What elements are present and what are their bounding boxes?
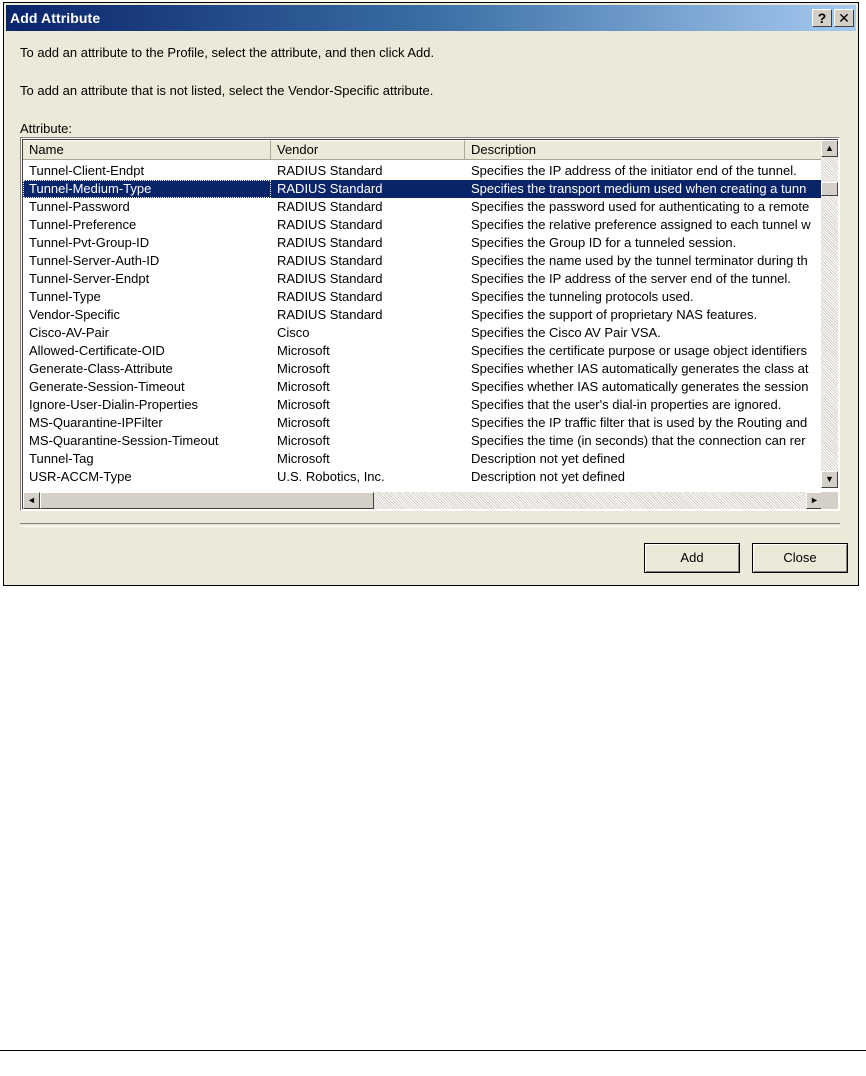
add-button[interactable] <box>644 543 740 573</box>
cell-description: Specifies the Group ID for a tunneled session. <box>471 235 737 250</box>
title-bar[interactable] <box>6 5 856 31</box>
cell-vendor: RADIUS Standard <box>277 271 383 286</box>
cell-description: Specifies that the user's dial-in properties are ignored. <box>471 397 782 412</box>
cell-description: Specifies the time (in seconds) that the connection can rer <box>471 433 806 448</box>
table-row[interactable] <box>23 198 823 216</box>
vertical-scroll-thumb[interactable] <box>821 182 838 196</box>
cell-vendor: RADIUS Standard <box>277 289 383 304</box>
scroll-left-icon[interactable]: ◄ <box>23 492 40 509</box>
table-row[interactable] <box>23 468 823 486</box>
close-window-button[interactable]: ✕ <box>834 9 854 27</box>
instruction-line-2: To add an attribute that is not listed, select the Vendor-Specific attribute. <box>20 83 434 98</box>
cell-vendor: Microsoft <box>277 361 330 376</box>
cell-vendor: Microsoft <box>277 433 330 448</box>
table-row[interactable] <box>23 162 823 180</box>
horizontal-scroll-thumb[interactable] <box>40 492 374 509</box>
column-headers <box>23 140 823 160</box>
cell-vendor: Cisco <box>277 325 310 340</box>
cell-description: Specifies the support of proprietary NAS features. <box>471 307 758 322</box>
cell-vendor: Microsoft <box>277 343 330 358</box>
column-header-vendor[interactable]: Vendor <box>271 140 465 160</box>
cell-description: Specifies the name used by the tunnel terminator during th <box>471 253 808 268</box>
cell-description: Specifies the IP address of the server end of the tunnel. <box>471 271 791 286</box>
cell-description: Description not yet defined <box>471 451 625 466</box>
table-row[interactable] <box>23 342 823 360</box>
separator <box>20 523 840 527</box>
cell-description: Specifies the certificate purpose or usage object identifiers <box>471 343 808 358</box>
table-row[interactable] <box>23 180 823 198</box>
cell-vendor: RADIUS Standard <box>277 217 383 232</box>
cell-vendor: RADIUS Standard <box>277 199 383 214</box>
table-row[interactable] <box>23 306 823 324</box>
table-row[interactable] <box>23 234 823 252</box>
horizontal-scrollbar[interactable] <box>23 492 823 509</box>
table-row[interactable] <box>23 378 823 396</box>
cell-name: USR-ACCM-Type <box>29 469 132 484</box>
attribute-rows <box>23 162 823 486</box>
table-row[interactable] <box>23 252 823 270</box>
cell-name: Allowed-Certificate-OID <box>29 343 165 358</box>
cell-description: Specifies the password used for authenticating to a remote <box>471 199 810 214</box>
column-header-name[interactable]: Name <box>23 140 271 160</box>
scrollbar-corner <box>821 492 838 509</box>
cell-vendor: RADIUS Standard <box>277 235 383 250</box>
table-row[interactable] <box>23 324 823 342</box>
cell-name: MS-Quarantine-Session-Timeout <box>29 433 219 448</box>
cell-name: Vendor-Specific <box>29 307 121 322</box>
attribute-label: Attribute: <box>20 121 73 136</box>
help-button[interactable]: ? <box>812 9 832 27</box>
cell-vendor: U.S. Robotics, Inc. <box>277 469 385 484</box>
cell-name: Tunnel-Server-Endpt <box>29 271 150 286</box>
cell-name: Tunnel-Tag <box>29 451 94 466</box>
table-row[interactable] <box>23 360 823 378</box>
scroll-up-icon[interactable]: ▲ <box>821 140 838 157</box>
cell-name: Tunnel-Pvt-Group-ID <box>29 235 150 250</box>
cell-name: Cisco-AV-Pair <box>29 325 109 340</box>
cell-name: Generate-Class-Attribute <box>29 361 173 376</box>
cell-description: Specifies whether IAS automatically generates the session <box>471 379 809 394</box>
instruction-line-1: To add an attribute to the Profile, select the attribute, and then click Add. <box>20 45 435 60</box>
column-header-description[interactable]: Description <box>465 140 823 160</box>
cell-description: Description not yet defined <box>471 469 625 484</box>
table-row[interactable] <box>23 396 823 414</box>
scroll-right-icon[interactable]: ► <box>806 492 823 509</box>
close-button[interactable]: Close <box>752 543 848 573</box>
cell-name: Tunnel-Password <box>29 199 130 214</box>
cell-vendor: RADIUS Standard <box>277 181 383 196</box>
cell-vendor: Microsoft <box>277 379 330 394</box>
attribute-list-viewport <box>22 139 838 509</box>
cell-vendor: RADIUS Standard <box>277 253 383 268</box>
cell-description: Specifies the IP address of the initiator end of the tunnel. <box>471 163 797 178</box>
cell-name: Tunnel-Server-Auth-ID <box>29 253 160 268</box>
table-row[interactable] <box>23 216 823 234</box>
cell-vendor: RADIUS Standard <box>277 307 383 322</box>
cell-name: Tunnel-Client-Endpt <box>29 163 145 178</box>
table-row[interactable] <box>23 414 823 432</box>
add-attribute-dialog <box>3 2 859 586</box>
cell-vendor: RADIUS Standard <box>277 163 383 178</box>
cell-name: Tunnel-Medium-Type <box>23 180 271 198</box>
cell-description: Specifies the Cisco AV Pair VSA. <box>471 325 661 340</box>
cell-name: Ignore-User-Dialin-Properties <box>29 397 199 412</box>
cell-description: Specifies the tunneling protocols used. <box>471 289 694 304</box>
vertical-scrollbar[interactable] <box>821 140 838 488</box>
add-button-label: Add <box>680 550 704 565</box>
cell-name: MS-Quarantine-IPFilter <box>29 415 163 430</box>
cell-vendor: Microsoft <box>277 451 330 466</box>
table-row[interactable] <box>23 270 823 288</box>
cell-vendor: Microsoft <box>277 415 330 430</box>
attribute-list[interactable] <box>20 137 840 511</box>
table-row[interactable] <box>23 288 823 306</box>
cell-description: Specifies the IP traffic filter that is used by the Routing and <box>471 415 808 430</box>
cell-vendor: Microsoft <box>277 397 330 412</box>
cell-description: Specifies the relative preference assigned to each tunnel w <box>471 217 811 232</box>
cell-name: Tunnel-Preference <box>29 217 137 232</box>
table-row[interactable] <box>23 450 823 468</box>
page-footer-rule <box>0 1050 866 1051</box>
scroll-down-icon[interactable]: ▼ <box>821 471 838 488</box>
cell-description: Specifies the transport medium used when creating a tunn <box>471 181 807 196</box>
cell-description: Specifies whether IAS automatically generates the class at <box>471 361 809 376</box>
cell-name: Tunnel-Type <box>29 289 101 304</box>
dialog-title: Add Attribute <box>10 10 101 26</box>
table-row[interactable] <box>23 432 823 450</box>
cell-name: Generate-Session-Timeout <box>29 379 185 394</box>
